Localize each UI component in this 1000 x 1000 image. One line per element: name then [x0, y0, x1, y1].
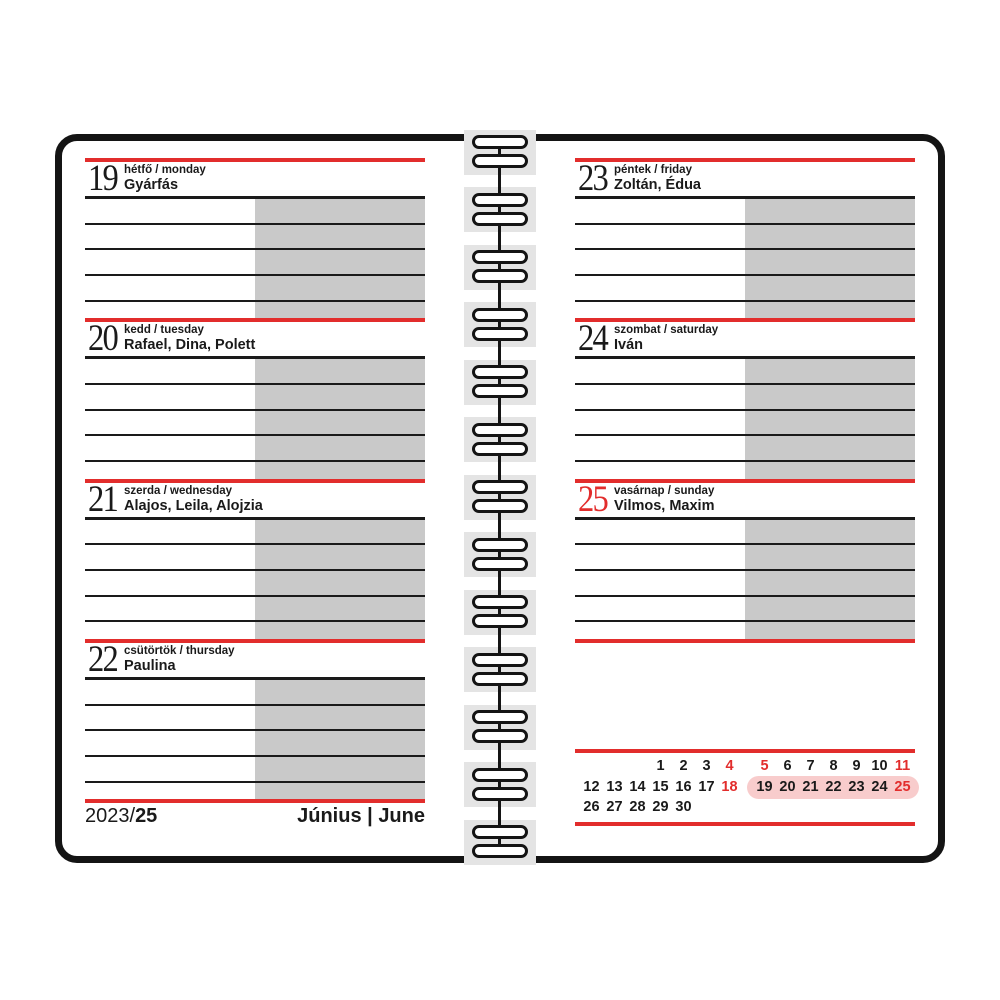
day-header — [85, 638, 425, 680]
ruled-line — [575, 385, 915, 411]
binding-ring-icon — [472, 193, 528, 207]
day-number: 20 — [88, 318, 118, 360]
calendar-day-6: 6 — [783, 758, 792, 774]
ruled-line — [575, 436, 915, 462]
day-header — [85, 318, 425, 360]
calendar-day-empty — [580, 756, 603, 777]
ruled-line — [85, 706, 425, 732]
ruled-line — [575, 359, 915, 385]
ruled-line — [575, 199, 915, 225]
calendar-day-empty — [603, 756, 626, 777]
footer-month-en: June — [378, 805, 425, 827]
binding-ring-icon — [472, 384, 528, 398]
ruled-line — [575, 411, 915, 437]
binding-ring-icon — [472, 787, 528, 801]
binding-ring-icon — [472, 595, 528, 609]
calendar-day-7: 7 — [806, 758, 815, 774]
day-header-labels — [124, 322, 255, 353]
day-header-labels — [614, 483, 714, 514]
footer-week-number — [85, 805, 157, 828]
binding-ring-icon — [472, 538, 528, 552]
binding-ring-icon — [472, 154, 528, 168]
day-name-days: Zoltán, Édua — [614, 177, 701, 193]
calendar-day-11: 11 — [894, 758, 911, 774]
ruled-line — [85, 225, 425, 251]
binding-ring-icon — [472, 423, 528, 437]
binding-ring-icon — [472, 729, 528, 743]
footer-month-divider: | — [367, 805, 373, 827]
ruled-line — [85, 571, 425, 597]
calendar-day-empty — [718, 797, 741, 818]
ruled-lines — [575, 199, 915, 318]
calendar-day-22: 22 — [825, 778, 842, 795]
ruled-line — [85, 731, 425, 757]
ruled-lines — [85, 359, 425, 478]
day-name-days: Iván — [614, 337, 644, 354]
ruled-line — [85, 199, 425, 225]
day-number: 22 — [88, 638, 118, 680]
ruled-line — [85, 680, 425, 706]
day-label: szerda / wednesday — [124, 484, 233, 497]
calendar-week-group — [753, 777, 914, 798]
day-name-days: Paulina — [124, 657, 176, 674]
day-header — [575, 318, 915, 360]
ruled-line — [575, 250, 915, 276]
binding-ring-icon — [472, 212, 528, 226]
ruled-line — [85, 359, 425, 385]
day-header-labels — [124, 483, 263, 514]
calendar-day-30: 30 — [675, 799, 692, 815]
ruled-lines — [575, 520, 915, 639]
binding-ring-icon — [472, 327, 528, 341]
day-section-19 — [85, 158, 425, 318]
calendar-day-4: 4 — [725, 758, 734, 774]
calendar-day-3: 3 — [702, 758, 711, 774]
binding-ring-icon — [472, 480, 528, 494]
ruled-line — [85, 385, 425, 411]
calendar-day-23: 23 — [848, 778, 865, 795]
day-section-23 — [575, 158, 915, 318]
calendar-day-16: 16 — [675, 778, 692, 795]
ruled-lines — [575, 359, 915, 478]
day-name-days: Vilmos, Maxim — [614, 497, 715, 514]
ruled-line — [85, 520, 425, 546]
calendar-day-15: 15 — [652, 778, 669, 795]
calendar-day-12: 12 — [583, 778, 600, 795]
day-number: 19 — [88, 158, 118, 199]
mini-calendar — [575, 749, 915, 826]
calendar-day-13: 13 — [606, 778, 623, 795]
calendar-day-18: 18 — [721, 778, 738, 795]
binding-ring-icon — [472, 365, 528, 379]
day-label: hétfő / monday — [124, 164, 206, 176]
left-page — [85, 158, 425, 803]
day-header-labels — [124, 643, 235, 674]
day-number: 21 — [88, 478, 118, 520]
ruled-lines — [85, 199, 425, 318]
day-name-days: Rafael, Dina, Polett — [124, 337, 256, 354]
calendar-day-10: 10 — [871, 758, 888, 774]
calendar-day-21: 21 — [802, 778, 819, 795]
binding-ring-icon — [472, 614, 528, 628]
day-number: 23 — [578, 158, 608, 199]
calendar-day-empty — [626, 756, 649, 777]
calendar-day-2: 2 — [679, 758, 688, 774]
calendar-day-17: 17 — [698, 778, 715, 795]
binding-ring-icon — [472, 768, 528, 782]
binding-ring-icon — [472, 825, 528, 839]
day-header-labels — [614, 162, 701, 193]
calendar-day-5: 5 — [760, 758, 769, 774]
calendar-day-9: 9 — [852, 758, 861, 774]
binding-ring-icon — [472, 672, 528, 686]
day-label: szombat / saturday — [614, 324, 719, 337]
day-header — [575, 478, 915, 520]
day-name-days: Gyárfás — [124, 177, 179, 193]
day-number: 24 — [578, 318, 608, 360]
ruled-line — [575, 597, 915, 623]
calendar-day-24: 24 — [871, 778, 888, 795]
calendar-week-group — [580, 797, 741, 818]
day-number: 25 — [578, 478, 608, 520]
ruled-line — [575, 225, 915, 251]
calendar-day-29: 29 — [652, 799, 669, 815]
day-header — [575, 158, 915, 199]
ruled-line — [85, 757, 425, 783]
right-page — [575, 158, 915, 643]
day-label: csütörtök / thursday — [124, 644, 235, 657]
day-section-20 — [85, 318, 425, 478]
day-header — [85, 478, 425, 520]
day-section-22 — [85, 639, 425, 799]
calendar-week-group — [580, 756, 741, 777]
calendar-day-14: 14 — [629, 778, 646, 795]
footer-month — [225, 805, 425, 828]
ruled-lines — [85, 520, 425, 639]
calendar-day-8: 8 — [829, 758, 838, 774]
ruled-line — [575, 276, 915, 302]
ruled-line — [85, 250, 425, 276]
ruled-line — [85, 545, 425, 571]
binding-ring-icon — [472, 653, 528, 667]
calendar-day-28: 28 — [629, 799, 646, 815]
ruled-line — [85, 436, 425, 462]
day-section-25 — [575, 479, 915, 639]
binding-ring-icon — [472, 308, 528, 322]
binding-ring-icon — [472, 250, 528, 264]
day-label: kedd / tuesday — [124, 324, 204, 337]
day-section-21 — [85, 479, 425, 639]
calendar-row — [575, 777, 915, 798]
binding-ring-icon — [472, 844, 528, 858]
calendar-week-group — [580, 777, 741, 798]
day-label: péntek / friday — [614, 164, 692, 176]
calendar-day-27: 27 — [606, 799, 623, 815]
ruled-line — [575, 571, 915, 597]
binding-ring-icon — [472, 499, 528, 513]
calendar-day-25: 25 — [894, 778, 911, 795]
binding-ring-icon — [472, 442, 528, 456]
calendar-day-empty — [695, 797, 718, 818]
day-label: vasárnap / sunday — [614, 484, 715, 497]
day-name-days: Alajos, Leila, Alojzia — [124, 497, 263, 514]
day-header-labels — [614, 322, 718, 353]
ruled-line — [575, 520, 915, 546]
calendar-day-1: 1 — [656, 758, 665, 774]
calendar-row — [575, 756, 915, 777]
footer-week: 25 — [135, 805, 158, 827]
calendar-day-26: 26 — [583, 799, 600, 815]
calendar-row — [575, 797, 915, 818]
ruled-line — [85, 597, 425, 623]
calendar-week-group — [753, 756, 914, 777]
calendar-day-20: 20 — [779, 778, 796, 795]
binding-ring-icon — [472, 557, 528, 571]
binding-ring-icon — [472, 710, 528, 724]
binding-ring-icon — [472, 135, 528, 149]
ruled-lines — [85, 680, 425, 799]
day-section-24 — [575, 318, 915, 478]
footer-month-hu: Június — [297, 805, 362, 827]
day-header — [85, 158, 425, 199]
spine — [498, 141, 501, 853]
ruled-line — [85, 276, 425, 302]
day-header-labels — [124, 162, 206, 193]
calendar-day-19: 19 — [756, 778, 773, 795]
ruled-line — [85, 411, 425, 437]
binding-ring-icon — [472, 269, 528, 283]
ruled-line — [575, 545, 915, 571]
footer-year: 2023/ — [85, 805, 136, 827]
